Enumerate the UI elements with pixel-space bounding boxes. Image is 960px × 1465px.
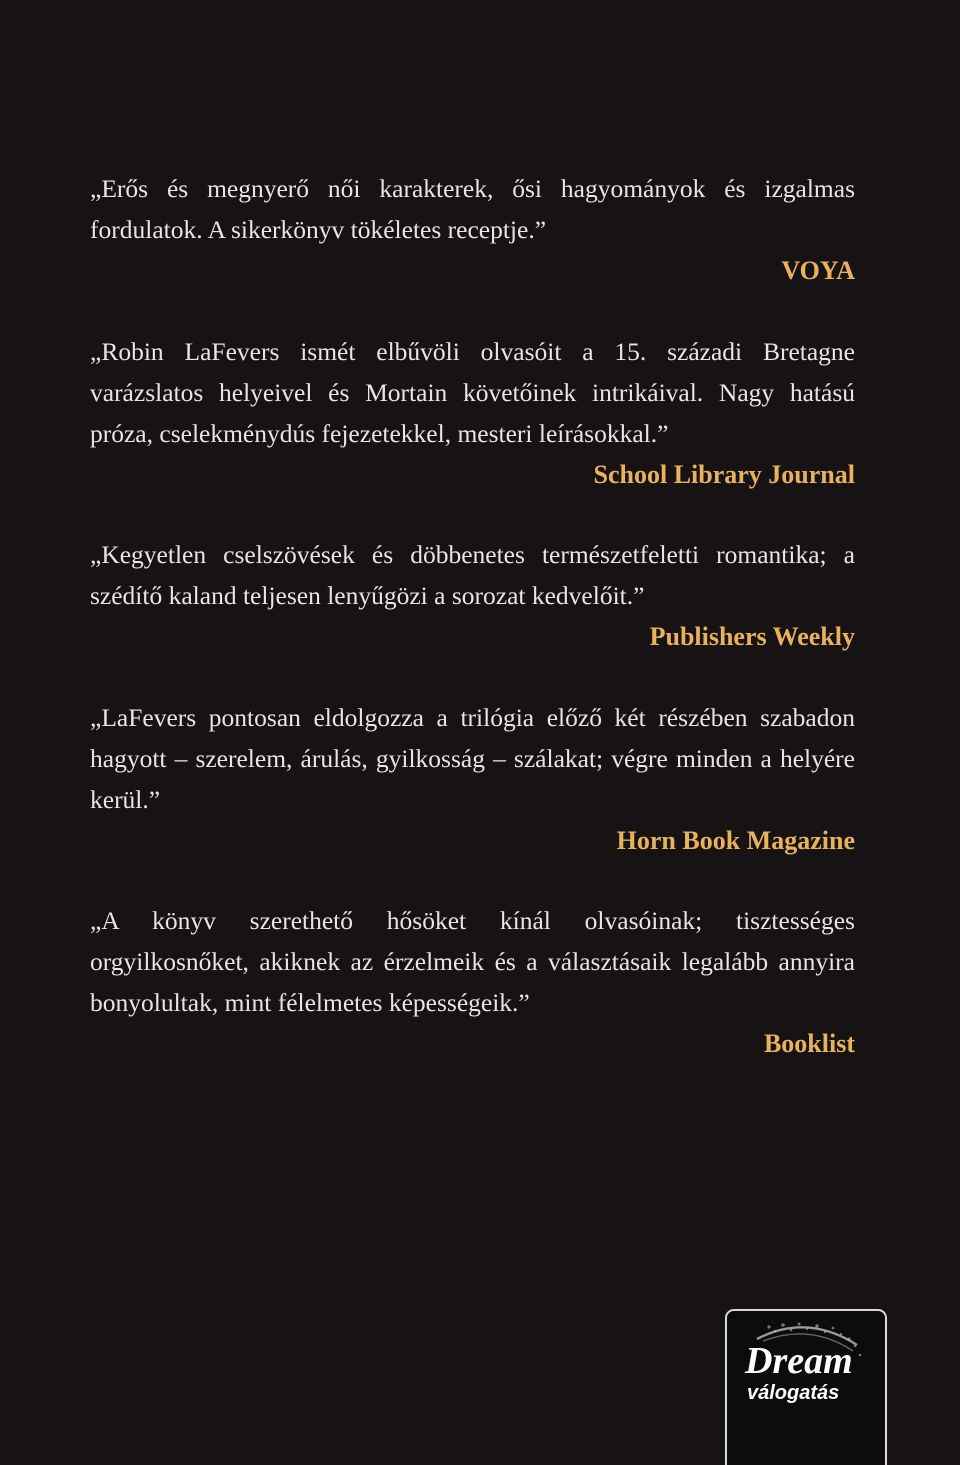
review-quote: „Kegyetlen cselszövések és döbbenetes természetfeletti romantika; a szédítő kaland teljesen lenyűgözi a sorozat kedvelőit.”: [90, 540, 855, 610]
logo-dream-text: Dream: [745, 1340, 853, 1382]
review-source: Horn Book Magazine: [616, 826, 855, 855]
review-school-library-journal: [90, 331, 855, 495]
review-booklist: [90, 900, 855, 1064]
review-source: VOYA: [781, 256, 855, 285]
dream-valogatas-logo: [725, 1309, 887, 1465]
logo-valogatas-text: válogatás: [747, 1382, 840, 1404]
review-source: Publishers Weekly: [649, 622, 855, 651]
review-publishers-weekly: [90, 534, 855, 657]
review-horn-book-magazine: [90, 697, 855, 861]
review-quote: „Erős és megnyerő női karakterek, ősi hagyományok és izgalmas fordulatok. A sikerkönyv tökéletes receptje.”: [90, 174, 855, 244]
review-quote: „LaFevers pontosan eldolgozza a trilógia előző két részében szabadon hagyott – szerelem, árulás, gyilkosság – szálakat; végre minden a helyére kerül.”: [90, 703, 855, 814]
review-source: School Library Journal: [593, 460, 855, 489]
review-source: Booklist: [763, 1029, 855, 1058]
review-quote: „A könyv szerethető hősöket kínál olvasóinak; tisztességes orgyilkosnőket, akiknek az érzelmeik és a választásaik legalább annyira bonyolultak, mint félelmetes képességeik.”: [90, 906, 855, 1017]
logo-graphic: [727, 1311, 887, 1465]
review-quote: „Robin LaFevers ismét elbűvöli olvasóit a 15. századi Bretagne varázslatos helyeivel és Mortain követőinek intrikáival. Nagy hatású próza, cselekménydús fejezetekkel, mesteri leírásokkal.”: [90, 337, 855, 448]
review-voya: [90, 168, 855, 291]
